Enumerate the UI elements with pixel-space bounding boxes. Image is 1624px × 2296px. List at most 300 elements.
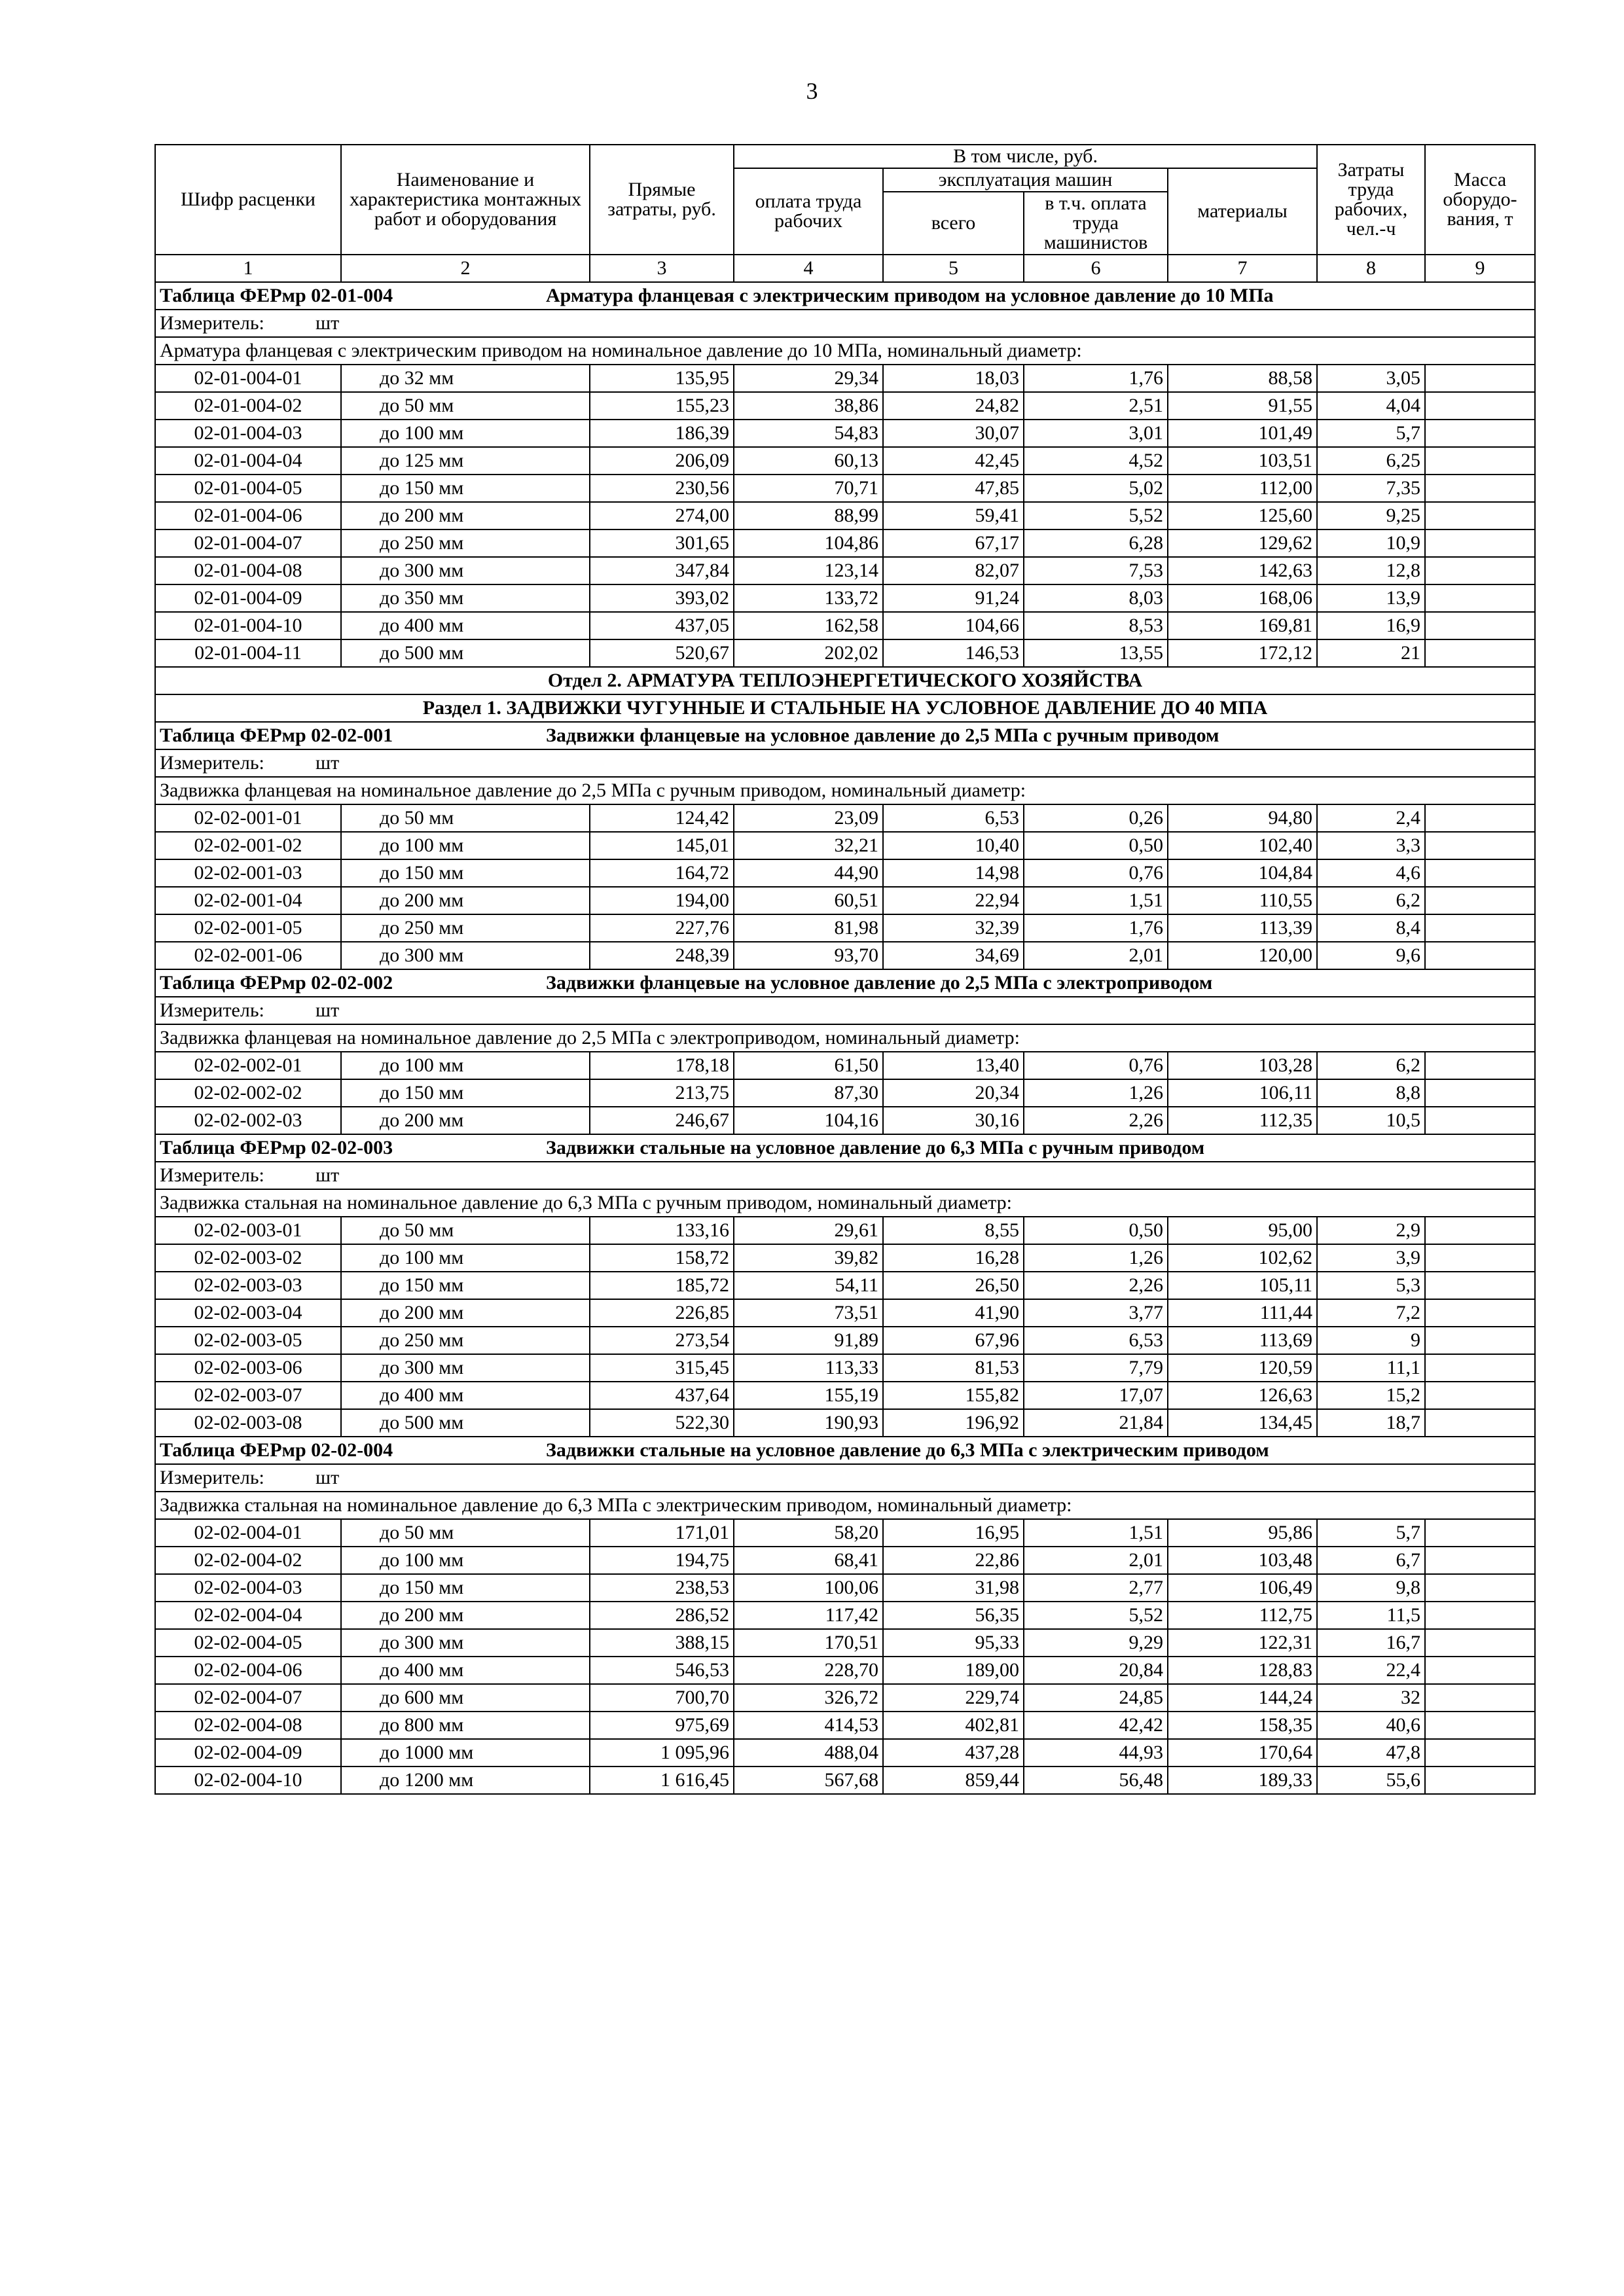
header-materials: материалы: [1168, 168, 1317, 255]
row-materials: 88,58: [1168, 365, 1317, 392]
row-direct-costs: 520,67: [590, 639, 734, 667]
row-name: до 100 мм: [341, 1244, 590, 1272]
row-labor: 11,1: [1317, 1354, 1425, 1382]
table-row: [155, 1354, 1535, 1382]
row-machines-total: 20,34: [883, 1079, 1024, 1107]
row-machines-total: 32,39: [883, 914, 1024, 942]
description-row: [155, 1189, 1535, 1217]
row-labor: 5,7: [1317, 1519, 1425, 1547]
unit-row: [155, 749, 1535, 777]
row-wages: 414,53: [734, 1712, 883, 1739]
row-labor: 6,2: [1317, 1052, 1425, 1079]
row-direct-costs: 388,15: [590, 1629, 734, 1657]
row-operator-wages: 2,51: [1024, 392, 1168, 420]
table-label: Таблица ФЕРмр 02-02-001: [160, 725, 393, 746]
row-materials: 103,48: [1168, 1547, 1317, 1574]
row-materials: 122,31: [1168, 1629, 1317, 1657]
row-materials: 120,59: [1168, 1354, 1317, 1382]
row-wages: 123,14: [734, 557, 883, 584]
row-operator-wages: 1,76: [1024, 914, 1168, 942]
row-direct-costs: 186,39: [590, 420, 734, 447]
unit-value: шт: [316, 999, 340, 1021]
row-mass: [1425, 1354, 1535, 1382]
row-mass: [1425, 1299, 1535, 1327]
row-name: до 50 мм: [341, 1217, 590, 1244]
row-code: 02-02-003-03: [155, 1272, 341, 1299]
row-mass: [1425, 1079, 1535, 1107]
row-direct-costs: 124,42: [590, 804, 734, 832]
row-wages: 133,72: [734, 584, 883, 612]
row-operator-wages: 0,76: [1024, 859, 1168, 887]
row-code: 02-02-004-06: [155, 1657, 341, 1684]
row-code: 02-02-003-01: [155, 1217, 341, 1244]
row-wages: 202,02: [734, 639, 883, 667]
header-machines: эксплуатация машин: [883, 168, 1168, 192]
table-title-row: [155, 282, 1535, 310]
row-wages: 93,70: [734, 942, 883, 969]
description-row: [155, 337, 1535, 365]
row-mass: [1425, 942, 1535, 969]
row-code: 02-02-003-06: [155, 1354, 341, 1382]
table-row: [155, 942, 1535, 969]
row-code: 02-02-004-02: [155, 1547, 341, 1574]
row-operator-wages: 0,50: [1024, 832, 1168, 859]
column-numbers-row: [155, 255, 1535, 282]
row-operator-wages: 17,07: [1024, 1382, 1168, 1409]
unit-cell: [155, 997, 1535, 1024]
row-labor: 16,9: [1317, 612, 1425, 639]
header-including: В том числе, руб.: [734, 145, 1317, 168]
header-direct-costs: Прямые затраты, руб.: [590, 145, 734, 255]
table-row: [155, 392, 1535, 420]
row-operator-wages: 6,53: [1024, 1327, 1168, 1354]
row-wages: 29,34: [734, 365, 883, 392]
table-title-row: [155, 1437, 1535, 1464]
table-row: [155, 1327, 1535, 1354]
row-direct-costs: 975,69: [590, 1712, 734, 1739]
row-mass: [1425, 1272, 1535, 1299]
row-code: 02-02-002-02: [155, 1079, 341, 1107]
row-direct-costs: 437,05: [590, 612, 734, 639]
subsection-heading: Раздел 1. ЗАДВИЖКИ ЧУГУННЫЕ И СТАЛЬНЫЕ НА УСЛОВНОЕ ДАВЛЕНИЕ ДО 40 МПА: [155, 694, 1535, 722]
row-machines-total: 402,81: [883, 1712, 1024, 1739]
row-mass: [1425, 1107, 1535, 1134]
row-code: 02-01-004-03: [155, 420, 341, 447]
column-number: 5: [883, 255, 1024, 282]
row-mass: [1425, 365, 1535, 392]
header-machines-total: всего: [883, 192, 1024, 255]
department-heading-row: [155, 667, 1535, 694]
row-labor: 15,2: [1317, 1382, 1425, 1409]
table-body: [155, 282, 1535, 1794]
row-direct-costs: 178,18: [590, 1052, 734, 1079]
row-code: 02-01-004-07: [155, 529, 341, 557]
row-machines-total: 22,86: [883, 1547, 1024, 1574]
unit-label: Измеритель:: [160, 312, 264, 334]
table-title: Задвижки фланцевые на условное давление до 2,5 МПа с ручным приводом: [546, 725, 1219, 746]
row-wages: 104,86: [734, 529, 883, 557]
unit-label: Измеритель:: [160, 1164, 264, 1186]
row-materials: 113,39: [1168, 914, 1317, 942]
row-name: до 500 мм: [341, 1409, 590, 1437]
row-wages: 100,06: [734, 1574, 883, 1602]
row-machines-total: 13,40: [883, 1052, 1024, 1079]
row-mass: [1425, 584, 1535, 612]
row-name: до 400 мм: [341, 612, 590, 639]
row-operator-wages: 1,76: [1024, 365, 1168, 392]
row-machines-total: 18,03: [883, 365, 1024, 392]
row-name: до 32 мм: [341, 365, 590, 392]
row-code: 02-02-004-08: [155, 1712, 341, 1739]
row-machines-total: 67,96: [883, 1327, 1024, 1354]
row-materials: 158,35: [1168, 1712, 1317, 1739]
row-labor: 16,7: [1317, 1629, 1425, 1657]
row-name: до 400 мм: [341, 1382, 590, 1409]
row-labor: 4,04: [1317, 392, 1425, 420]
row-mass: [1425, 420, 1535, 447]
row-wages: 155,19: [734, 1382, 883, 1409]
row-direct-costs: 194,00: [590, 887, 734, 914]
row-labor: 2,9: [1317, 1217, 1425, 1244]
row-code: 02-02-003-05: [155, 1327, 341, 1354]
table-title-row: [155, 1134, 1535, 1162]
table-row: [155, 365, 1535, 392]
row-wages: 91,89: [734, 1327, 883, 1354]
row-operator-wages: 56,48: [1024, 1767, 1168, 1794]
row-mass: [1425, 557, 1535, 584]
row-operator-wages: 8,03: [1024, 584, 1168, 612]
row-labor: 9,25: [1317, 502, 1425, 529]
row-machines-total: 8,55: [883, 1217, 1024, 1244]
description-row: [155, 1492, 1535, 1519]
table-row: [155, 1382, 1535, 1409]
table-row: [155, 1299, 1535, 1327]
row-wages: 162,58: [734, 612, 883, 639]
row-materials: 111,44: [1168, 1299, 1317, 1327]
description: Задвижка стальная на номинальное давление до 6,3 МПа с ручным приводом, номинальный диаметр:: [155, 1189, 1535, 1217]
table-row: [155, 529, 1535, 557]
row-direct-costs: 315,45: [590, 1354, 734, 1382]
row-labor: 8,8: [1317, 1079, 1425, 1107]
row-code: 02-02-003-02: [155, 1244, 341, 1272]
row-direct-costs: 227,76: [590, 914, 734, 942]
row-wages: 81,98: [734, 914, 883, 942]
row-materials: 102,40: [1168, 832, 1317, 859]
row-machines-total: 14,98: [883, 859, 1024, 887]
row-name: до 200 мм: [341, 502, 590, 529]
table-label: Таблица ФЕРмр 02-02-003: [160, 1137, 393, 1158]
table-title-cell: [155, 969, 1535, 997]
table-title-cell: [155, 1134, 1535, 1162]
row-mass: [1425, 1547, 1535, 1574]
row-materials: 189,33: [1168, 1767, 1317, 1794]
unit-cell: [155, 749, 1535, 777]
table-title-cell: [155, 722, 1535, 749]
row-machines-total: 34,69: [883, 942, 1024, 969]
row-machines-total: 30,16: [883, 1107, 1024, 1134]
table-row: [155, 1052, 1535, 1079]
row-code: 02-02-001-01: [155, 804, 341, 832]
description: Задвижка стальная на номинальное давление до 6,3 МПа с электрическим приводом, номинальный диаметр:: [155, 1492, 1535, 1519]
department-heading: Отдел 2. АРМАТУРА ТЕПЛОЭНЕРГЕТИЧЕСКОГО ХОЗЯЙСТВА: [155, 667, 1535, 694]
row-name: до 150 мм: [341, 1079, 590, 1107]
row-labor: 3,05: [1317, 365, 1425, 392]
row-materials: 112,00: [1168, 475, 1317, 502]
column-number: 2: [341, 255, 590, 282]
row-operator-wages: 3,77: [1024, 1299, 1168, 1327]
row-name: до 150 мм: [341, 1272, 590, 1299]
row-code: 02-01-004-01: [155, 365, 341, 392]
table-title: Задвижки стальные на условное давление до 6,3 МПа с ручным приводом: [546, 1137, 1205, 1158]
row-operator-wages: 0,76: [1024, 1052, 1168, 1079]
row-labor: 2,4: [1317, 804, 1425, 832]
row-code: 02-02-002-03: [155, 1107, 341, 1134]
row-materials: 129,62: [1168, 529, 1317, 557]
table-row: [155, 1684, 1535, 1712]
row-labor: 22,4: [1317, 1657, 1425, 1684]
table-row: [155, 502, 1535, 529]
row-code: 02-02-002-01: [155, 1052, 341, 1079]
row-name: до 300 мм: [341, 1354, 590, 1382]
row-wages: 117,42: [734, 1602, 883, 1629]
row-name: до 200 мм: [341, 1299, 590, 1327]
table-row: [155, 1244, 1535, 1272]
row-labor: 4,6: [1317, 859, 1425, 887]
row-wages: 39,82: [734, 1244, 883, 1272]
row-name: до 250 мм: [341, 914, 590, 942]
row-direct-costs: 522,30: [590, 1409, 734, 1437]
row-code: 02-01-004-06: [155, 502, 341, 529]
row-code: 02-02-001-06: [155, 942, 341, 969]
unit-row: [155, 310, 1535, 337]
row-direct-costs: 347,84: [590, 557, 734, 584]
row-labor: 18,7: [1317, 1409, 1425, 1437]
row-materials: 101,49: [1168, 420, 1317, 447]
table-row: [155, 584, 1535, 612]
row-mass: [1425, 859, 1535, 887]
description-row: [155, 1024, 1535, 1052]
row-operator-wages: 20,84: [1024, 1657, 1168, 1684]
unit-row: [155, 1464, 1535, 1492]
row-direct-costs: 230,56: [590, 475, 734, 502]
row-wages: 61,50: [734, 1052, 883, 1079]
row-materials: 106,49: [1168, 1574, 1317, 1602]
row-name: до 100 мм: [341, 1052, 590, 1079]
row-labor: 32: [1317, 1684, 1425, 1712]
row-machines-total: 30,07: [883, 420, 1024, 447]
column-number: 4: [734, 255, 883, 282]
row-materials: 94,80: [1168, 804, 1317, 832]
row-direct-costs: 158,72: [590, 1244, 734, 1272]
row-mass: [1425, 1244, 1535, 1272]
row-operator-wages: 0,50: [1024, 1217, 1168, 1244]
table-label: Таблица ФЕРмр 02-01-004: [160, 285, 393, 306]
row-wages: 70,71: [734, 475, 883, 502]
row-labor: 7,35: [1317, 475, 1425, 502]
row-code: 02-02-001-05: [155, 914, 341, 942]
header-name: Наименование и характеристика монтажных работ и оборудования: [341, 145, 590, 255]
row-direct-costs: 194,75: [590, 1547, 734, 1574]
row-code: 02-01-004-08: [155, 557, 341, 584]
row-name: до 250 мм: [341, 1327, 590, 1354]
row-direct-costs: 546,53: [590, 1657, 734, 1684]
row-materials: 144,24: [1168, 1684, 1317, 1712]
row-materials: 169,81: [1168, 612, 1317, 639]
row-labor: 55,6: [1317, 1767, 1425, 1794]
row-code: 02-02-001-02: [155, 832, 341, 859]
row-operator-wages: 2,01: [1024, 1547, 1168, 1574]
row-name: до 300 мм: [341, 942, 590, 969]
unit-label: Измеритель:: [160, 752, 264, 774]
row-materials: 106,11: [1168, 1079, 1317, 1107]
row-mass: [1425, 1574, 1535, 1602]
row-wages: 23,09: [734, 804, 883, 832]
row-operator-wages: 5,52: [1024, 1602, 1168, 1629]
column-number: 8: [1317, 255, 1425, 282]
row-labor: 40,6: [1317, 1712, 1425, 1739]
row-wages: 88,99: [734, 502, 883, 529]
row-machines-total: 6,53: [883, 804, 1024, 832]
row-operator-wages: 1,26: [1024, 1244, 1168, 1272]
row-name: до 50 мм: [341, 804, 590, 832]
row-name: до 350 мм: [341, 584, 590, 612]
row-direct-costs: 393,02: [590, 584, 734, 612]
row-materials: 105,11: [1168, 1272, 1317, 1299]
table-row: [155, 1107, 1535, 1134]
table-row: [155, 1217, 1535, 1244]
row-wages: 60,13: [734, 447, 883, 475]
row-materials: 113,69: [1168, 1327, 1317, 1354]
row-operator-wages: 5,02: [1024, 475, 1168, 502]
row-machines-total: 42,45: [883, 447, 1024, 475]
table-label: Таблица ФЕРмр 02-02-004: [160, 1439, 393, 1461]
page-number: 3: [806, 78, 818, 104]
row-operator-wages: 2,77: [1024, 1574, 1168, 1602]
description: Задвижка фланцевая на номинальное давление до 2,5 МПа с ручным приводом, номинальный диаметр:: [155, 777, 1535, 804]
row-name: до 400 мм: [341, 1657, 590, 1684]
row-labor: 12,8: [1317, 557, 1425, 584]
column-number: 7: [1168, 255, 1317, 282]
row-labor: 8,4: [1317, 914, 1425, 942]
row-direct-costs: 226,85: [590, 1299, 734, 1327]
row-code: 02-01-004-02: [155, 392, 341, 420]
row-materials: 95,00: [1168, 1217, 1317, 1244]
row-machines-total: 47,85: [883, 475, 1024, 502]
row-operator-wages: 13,55: [1024, 639, 1168, 667]
row-machines-total: 189,00: [883, 1657, 1024, 1684]
row-code: 02-02-001-04: [155, 887, 341, 914]
row-materials: 95,86: [1168, 1519, 1317, 1547]
row-name: до 200 мм: [341, 1107, 590, 1134]
row-machines-total: 437,28: [883, 1739, 1024, 1767]
row-direct-costs: 700,70: [590, 1684, 734, 1712]
table-title-row: [155, 722, 1535, 749]
row-name: до 300 мм: [341, 557, 590, 584]
row-materials: 125,60: [1168, 502, 1317, 529]
row-materials: 168,06: [1168, 584, 1317, 612]
unit-value: шт: [316, 312, 340, 334]
row-code: 02-02-004-03: [155, 1574, 341, 1602]
table-row: [155, 475, 1535, 502]
row-materials: 142,63: [1168, 557, 1317, 584]
row-materials: 128,83: [1168, 1657, 1317, 1684]
row-code: 02-02-003-08: [155, 1409, 341, 1437]
row-name: до 150 мм: [341, 859, 590, 887]
row-mass: [1425, 475, 1535, 502]
row-mass: [1425, 887, 1535, 914]
row-code: 02-01-004-11: [155, 639, 341, 667]
row-code: 02-02-004-04: [155, 1602, 341, 1629]
row-direct-costs: 246,67: [590, 1107, 734, 1134]
row-operator-wages: 8,53: [1024, 612, 1168, 639]
unit-value: шт: [316, 752, 340, 774]
table-row: [155, 1547, 1535, 1574]
unit-row: [155, 997, 1535, 1024]
row-name: до 150 мм: [341, 1574, 590, 1602]
row-direct-costs: 213,75: [590, 1079, 734, 1107]
table-label: Таблица ФЕРмр 02-02-002: [160, 972, 393, 994]
row-name: до 100 мм: [341, 1547, 590, 1574]
row-wages: 29,61: [734, 1217, 883, 1244]
row-mass: [1425, 447, 1535, 475]
row-mass: [1425, 1519, 1535, 1547]
row-machines-total: 22,94: [883, 887, 1024, 914]
row-labor: 3,9: [1317, 1244, 1425, 1272]
table-title-row: [155, 969, 1535, 997]
row-machines-total: 95,33: [883, 1629, 1024, 1657]
row-materials: 110,55: [1168, 887, 1317, 914]
row-name: до 500 мм: [341, 639, 590, 667]
row-mass: [1425, 1409, 1535, 1437]
row-name: до 1000 мм: [341, 1739, 590, 1767]
row-wages: 326,72: [734, 1684, 883, 1712]
row-wages: 104,16: [734, 1107, 883, 1134]
unit-cell: [155, 1162, 1535, 1189]
row-direct-costs: 1 095,96: [590, 1739, 734, 1767]
row-direct-costs: 185,72: [590, 1272, 734, 1299]
row-wages: 170,51: [734, 1629, 883, 1657]
row-machines-total: 10,40: [883, 832, 1024, 859]
row-wages: 87,30: [734, 1079, 883, 1107]
row-direct-costs: 274,00: [590, 502, 734, 529]
row-labor: 10,9: [1317, 529, 1425, 557]
column-number: 1: [155, 255, 341, 282]
row-name: до 200 мм: [341, 887, 590, 914]
column-number: 3: [590, 255, 734, 282]
row-labor: 47,8: [1317, 1739, 1425, 1767]
row-direct-costs: 238,53: [590, 1574, 734, 1602]
row-operator-wages: 5,52: [1024, 502, 1168, 529]
row-mass: [1425, 639, 1535, 667]
table-row: [155, 1712, 1535, 1739]
row-mass: [1425, 1052, 1535, 1079]
row-wages: 73,51: [734, 1299, 883, 1327]
table-row: [155, 557, 1535, 584]
row-code: 02-02-004-07: [155, 1684, 341, 1712]
row-operator-wages: 21,84: [1024, 1409, 1168, 1437]
row-machines-total: 26,50: [883, 1272, 1024, 1299]
table-title-cell: [155, 282, 1535, 310]
row-operator-wages: 2,01: [1024, 942, 1168, 969]
row-wages: 60,51: [734, 887, 883, 914]
header-labor: Затраты труда рабочих, чел.-ч: [1317, 145, 1425, 255]
row-materials: 112,35: [1168, 1107, 1317, 1134]
row-direct-costs: 155,23: [590, 392, 734, 420]
row-mass: [1425, 1327, 1535, 1354]
row-operator-wages: 1,51: [1024, 1519, 1168, 1547]
row-materials: 120,00: [1168, 942, 1317, 969]
row-direct-costs: 171,01: [590, 1519, 734, 1547]
